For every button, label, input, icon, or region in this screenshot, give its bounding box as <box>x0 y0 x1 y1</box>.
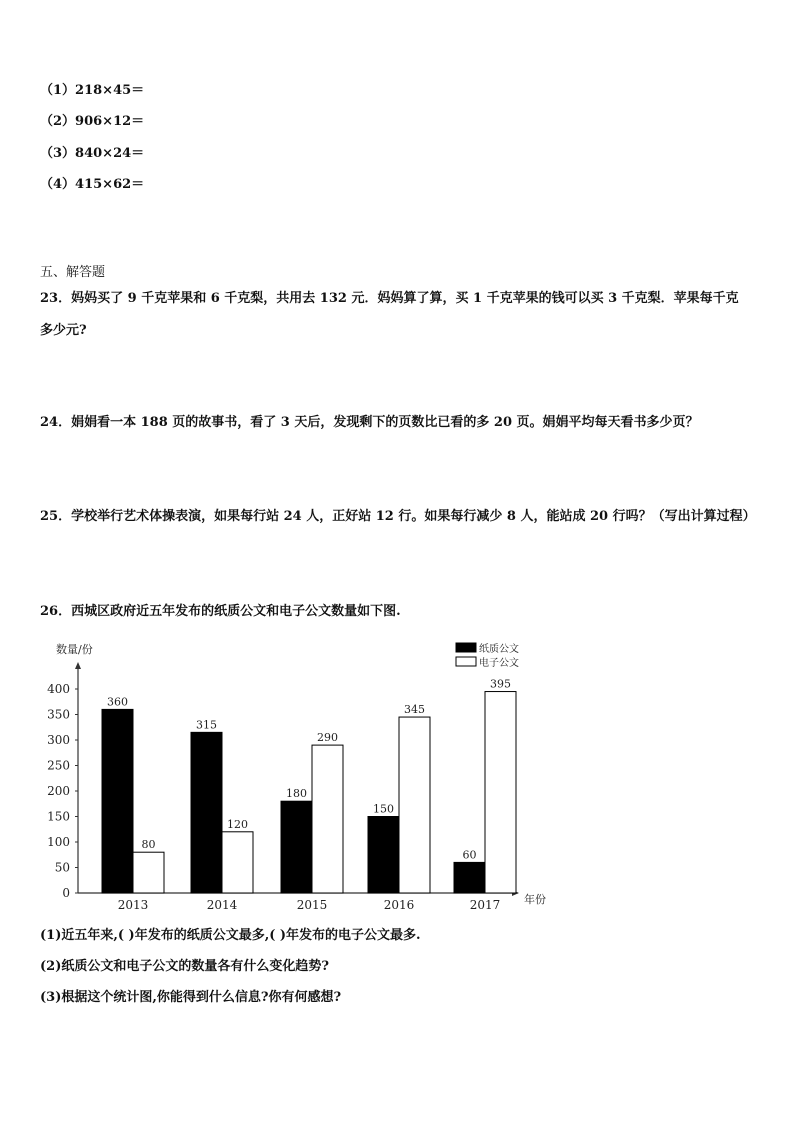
data-label-electronic-2017: 395 <box>490 677 511 691</box>
legend-swatch-electronic <box>456 657 476 666</box>
section-title: 五、解答题 <box>40 265 106 280</box>
calc-1: （1）218×45＝ <box>40 83 145 98</box>
bar-electronic-2014 <box>222 832 253 893</box>
y-tick-label-400: 400 <box>47 682 70 696</box>
calc-4: （4）415×62＝ <box>40 177 145 192</box>
data-label-paper-2014: 315 <box>196 718 217 732</box>
question-23-line-2: 多少元? <box>40 323 87 338</box>
data-label-electronic-2015: 290 <box>317 731 338 745</box>
bar-paper-2014 <box>191 732 222 893</box>
y-axis-label: 数量/份 <box>56 643 93 656</box>
x-tick-label-2013: 2013 <box>117 898 149 912</box>
question-26: 26．西城区政府近五年发布的纸质公文和电子公文数量如下图. <box>40 604 401 619</box>
legend-swatch-paper <box>456 643 476 652</box>
data-label-electronic-2014: 120 <box>227 817 248 831</box>
legend-label-paper: 纸质公文 <box>479 644 519 655</box>
y-tick-label-350: 350 <box>47 707 70 722</box>
data-label-electronic-2013: 80 <box>141 838 156 852</box>
x-axis-label: 年份 <box>524 893 546 906</box>
x-tick-label-2016: 2016 <box>383 898 415 912</box>
calc-2: （2）906×12＝ <box>40 114 145 129</box>
x-tick-label-2017: 2017 <box>469 898 501 912</box>
sub-question-2: (2)纸质公文和电子公文的数量各有什么变化趋势? <box>40 959 329 974</box>
sub-question-3: (3)根据这个统计图,你能得到什么信息?你有何感想? <box>40 990 342 1005</box>
y-tick-label-250: 250 <box>47 758 70 773</box>
bar-chart <box>38 635 558 915</box>
bar-electronic-2013 <box>133 852 164 893</box>
y-tick-label-0: 0 <box>62 886 70 900</box>
y-tick-label-300: 300 <box>47 733 70 747</box>
bar-paper-2017 <box>454 862 485 893</box>
bar-paper-2015 <box>281 801 312 893</box>
data-label-paper-2015: 180 <box>286 787 307 801</box>
bar-electronic-2017 <box>485 692 516 893</box>
sub-question-1: (1)近五年来,( )年发布的纸质公文最多,( )年发布的电子公文最多. <box>40 928 421 943</box>
data-label-paper-2016: 150 <box>373 802 394 816</box>
x-tick-label-2014: 2014 <box>206 898 238 912</box>
question-25: 25．学校举行艺术体操表演，如果每行站 24 人，正好站 12 行。如果每行减少 8 人，能站成 20 行吗？（写出计算过程） <box>40 509 756 524</box>
data-label-paper-2017: 60 <box>462 848 477 862</box>
x-tick-label-2015: 2015 <box>296 898 328 912</box>
y-tick-label-100: 100 <box>47 835 70 849</box>
y-tick-label-50: 50 <box>54 860 70 875</box>
bar-paper-2013 <box>102 709 133 893</box>
y-tick-label-150: 150 <box>47 809 70 824</box>
bar-electronic-2015 <box>312 745 343 893</box>
calc-3: （3）840×24＝ <box>40 146 145 161</box>
y-axis-arrow <box>75 662 81 669</box>
question-24: 24．娟娟看一本 188 页的故事书，看了 3 天后，发现剩下的页数比已看的多 20 页。娟娟平均每天看书多少页？ <box>40 415 699 430</box>
y-tick-label-200: 200 <box>47 784 70 798</box>
question-23-line-1: 23．妈妈买了 9 千克苹果和 6 千克梨，共用去 132 元．妈妈算了算，买 1 千克苹果的钱可以买 3 千克梨．苹果每千克 <box>40 291 739 306</box>
legend-label-electronic: 电子公文 <box>479 658 519 669</box>
bar-electronic-2016 <box>399 717 430 893</box>
data-label-electronic-2016: 345 <box>404 703 425 717</box>
bar-paper-2016 <box>368 817 399 894</box>
data-label-paper-2013: 360 <box>107 695 128 709</box>
